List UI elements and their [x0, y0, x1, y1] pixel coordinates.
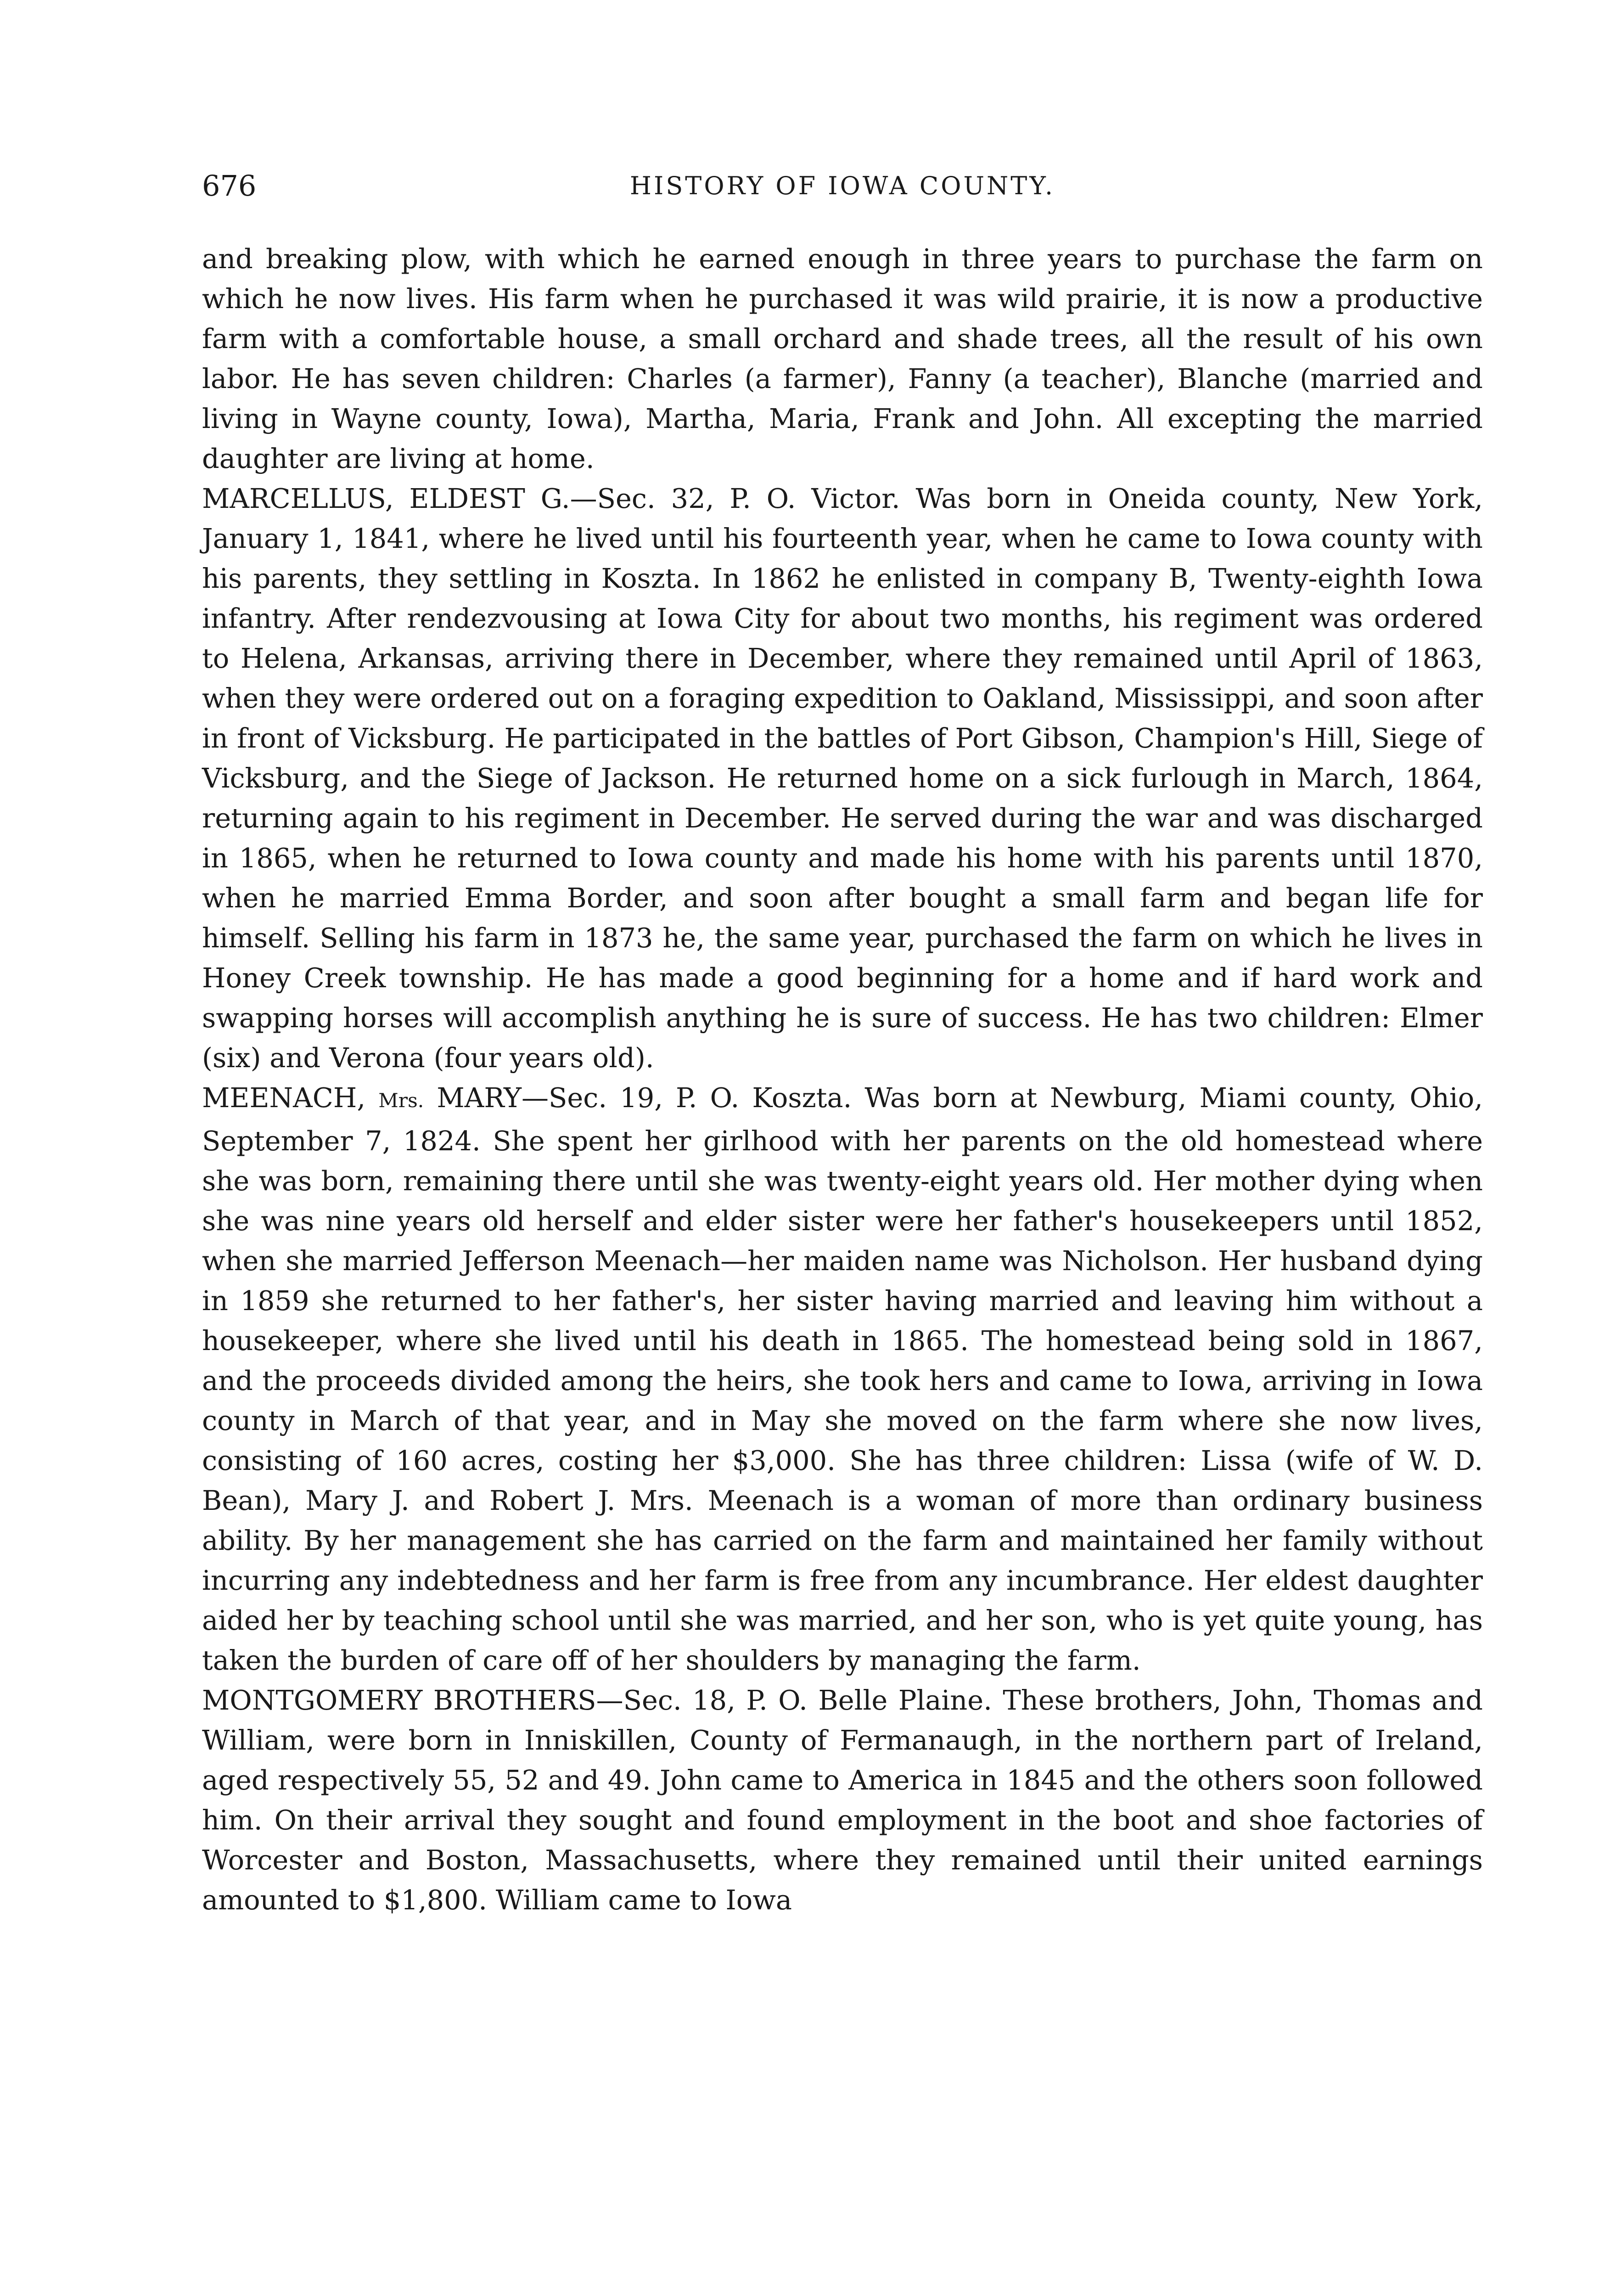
body-text	[202, 239, 1483, 1920]
entry-meenach	[202, 1078, 1483, 1680]
entry-montgomery	[202, 1680, 1483, 1920]
entry-name-given: MARY	[437, 1082, 522, 1114]
entry-text: —Sec. 32, P. O. Victor. Was born in Oneida county, New York, January 1, 1841, where he lived until his fourteenth year, when he came to Iowa county with his parents, they settling in Koszta. In 1862 he enlisted in company B, Twenty-eighth Iowa infantry. After rendezvousing at Iowa City for about two months, his regiment was ordered to Helena, Arkansas, arriving there in December, where they remained until April of 1863, when they were ordered out on a foraging expedition to Oakland, Mississippi, and soon after in front of Vicksburg. He participated in the battles of Port Gibson, Champion's Hill, Siege of Vicksburg, and the Siege of Jackson. He returned home on a sick furlough in March, 1864, returning again to his regiment in December. He served during the war and was discharged in 1865, when he returned to Iowa county and made his home with his parents until 1870, when he married Emma Border, and soon after bought a small farm and began life for himself. Selling his farm in 1873 he, the same year, purchased the farm on which he lives in Honey Creek township. He has made a good beginning for a home and if hard work and swapping horses will accomplish anything he is sure of success. He has two children: Elmer (six) and Verona (four years old).	[202, 483, 1483, 1074]
paragraph-continuation	[202, 239, 1483, 478]
entry-name: MARCELLUS, ELDEST G.	[202, 483, 570, 514]
paragraph-text: and breaking plow, with which he earned enough in three years to purchase the farm on which he now lives. His farm when he purchased it was wild prairie, it is now a productive farm with a comfortable house, a small orchard and shade trees, all the result of his own labor. He has seven children: Charles (a farmer), Fanny (a teacher), Blanche (married and living in Wayne county, Iowa), Martha, Maria, Frank and John. All excepting the married daughter are living at home.	[202, 243, 1483, 474]
running-head: HISTORY OF IOWA COUNTY.	[629, 171, 1055, 200]
page-number: 676	[202, 169, 257, 203]
page-header	[202, 165, 1483, 207]
entry-text: —Sec. 19, P. O. Koszta. Was born at Newburg, Miami county, Ohio, September 7, 1824. She spent her girlhood with her parents on the old homestead where she was born, remaining there until she was twenty-eight years old. Her mother dying when she was nine years old herself and elder sister were her father's housekeepers until 1852, when she married Jefferson Meenach—her maiden name was Nicholson. Her husband dying in 1859 she returned to her father's, her sister having married and leaving him without a housekeeper, where she lived until his death in 1865. The homestead being sold in 1867, and the proceeds divided among the heirs, she took hers and came to Iowa, arriving in Iowa county in March of that year, and in May she moved on the farm where she now lives, consisting of 160 acres, costing her $3,000. She has three children: Lissa (wife of W. D. Bean), Mary J. and Robert J. Mrs. Meenach is a woman of more than ordinary business ability. By her management she has carried on the farm and maintained her family without incurring any indebtedness and her farm is free from any incumbrance. Her eldest daughter aided her by teaching school until she was married, and her son, who is yet quite young, has taken the burden of care off of her shoulders by managing the farm.	[202, 1082, 1483, 1676]
entry-text: —Sec. 18, P. O. Belle Plaine. These brothers, John, Thomas and William, were born in Inniskillen, County of Fermanaugh, in the northern part of Ireland, aged respectively 55, 52 and 49. John came to America in 1845 and the others soon followed him. On their arrival they sought and found employment in the boot and shoe factories of Worcester and Boston, Massachusetts, where they remained until their united earnings amounted to $1,800. William came to Iowa	[202, 1684, 1483, 1916]
entry-name: MONTGOMERY BROTHERS	[202, 1684, 596, 1716]
entry-marcellus	[202, 478, 1483, 1078]
entry-name: MEENACH,	[202, 1082, 366, 1114]
entry-name-title: Mrs.	[378, 1090, 424, 1112]
